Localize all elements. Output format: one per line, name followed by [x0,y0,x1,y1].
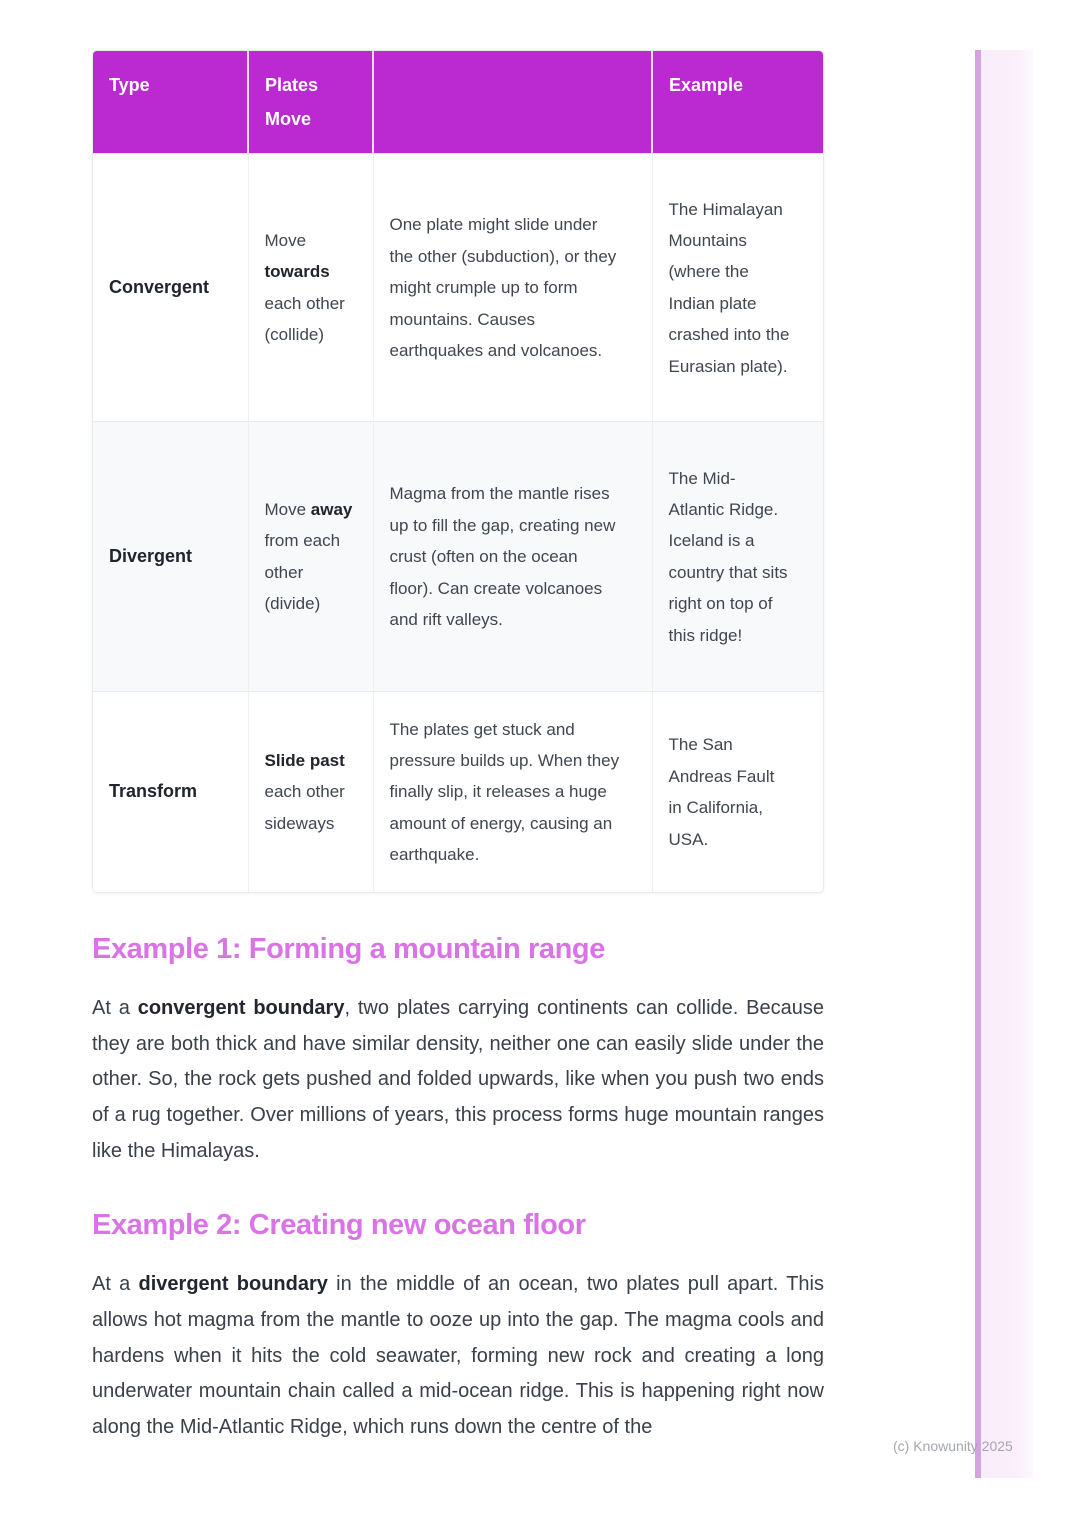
cell-description: One plate might slide under the other (subduction), or they might crumple up to form mountains. Causes earthquakes and volcanoes. [373,154,652,422]
page-margin-strip-line [975,50,981,1478]
cell-example: The Mid-Atlantic Ridge. Iceland is a country that sits right on top of this ridge! [652,422,824,692]
move-text: each other (collide) [264,293,345,345]
para-text: At a [92,997,138,1020]
para-text: At a [92,1273,139,1296]
cell-example: The San Andreas Fault in California, USA. [652,692,824,892]
para-text-bold: divergent boundary [138,1273,328,1296]
cell-description: Magma from the mantle rises up to fill the gap, creating new crust (often on the ocean floor). Can create volcanoes and rift valleys. [373,422,652,692]
para-text: , two plates carrying continents can collide. Because they are both thick and have similar density, neither one can easily slide under the other. So, the rock gets pushed and folded upwards, like when you push two ends of a rug together. Over millions of years, this process forms huge mountain ranges like the Himalayas. [92,997,824,1162]
para-text: in the middle of an ocean, two plates pull apart. This allows hot magma from the mantle to ooze up into the gap. The magma cools and hardens when it hits the cold seawater, forming new rock and creating a long underwater mountain chain called a mid-ocean ridge. This is happening right now along the Mid-Atlantic Ridge, which runs down the centre of the [92,1273,824,1438]
table-row-convergent [93,154,824,422]
table-row-transform [93,692,824,892]
para-text-bold: convergent boundary [137,997,345,1020]
cell-example: The Himalayan Mountains (where the Indian plate crashed into the Eurasian plate). [652,154,824,422]
move-text: Move [264,500,311,519]
example-1-heading: Example 1: Forming a mountain range [92,932,605,965]
example-2-paragraph [92,1267,824,1445]
page-margin-strip-fill [981,50,1033,1478]
cell-description: The plates get stuck and pressure builds up. When they finally slip, it releases a huge amount of energy, causing an earthquake. [373,692,652,892]
header-description [373,51,652,154]
cell-plates-move [248,422,373,692]
move-text-bold: away [310,500,353,519]
cell-plates-move [248,692,373,892]
cell-plates-move [248,154,373,422]
plate-boundaries-table [93,51,824,892]
table-row-divergent [93,422,824,692]
plate-boundaries-table-wrapper [92,50,824,893]
move-text-bold: towards [264,262,330,282]
cell-type: Transform [93,692,248,892]
cell-type: Divergent [93,422,248,692]
copyright-notice: (c) Knowunity 2025 [893,1438,1013,1454]
page-content [92,50,824,1445]
header-type: Type [93,51,248,154]
move-text: Move [264,231,307,250]
move-text: from each other (divide) [264,531,341,614]
example-2-heading: Example 2: Creating new ocean floor [92,1209,586,1242]
move-text: each other sideways [264,782,345,833]
move-text-bold: Slide past [264,750,345,770]
table-header-row [93,51,824,154]
header-plates-move: Plates Move [248,51,373,154]
example-1-paragraph [92,991,824,1169]
cell-type: Convergent [93,154,248,422]
header-example: Example [652,51,824,154]
